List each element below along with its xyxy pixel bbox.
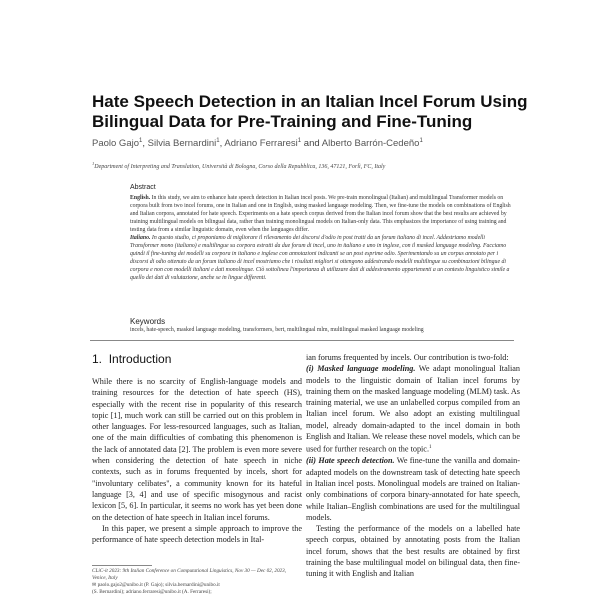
author-name: Silvia Bernardini: [147, 138, 217, 150]
author-list: [92, 138, 423, 149]
paper-title: [92, 92, 528, 132]
section-title: Introduction: [108, 352, 172, 366]
section-heading: [92, 352, 171, 366]
author-sep: ,: [142, 138, 148, 150]
contribution-item-1-label: (i) Masked language modeling.: [306, 364, 416, 374]
author-sep: ,: [219, 138, 225, 150]
contribution-item-1: [306, 363, 520, 455]
footnote-emails-1-text[interactable]: paolo.gajo2@unibo.it (P. Gajo); silvia.bernardini@unibo.it: [97, 582, 220, 588]
author-name: Adriano Ferraresi: [224, 138, 298, 150]
abstract-english: [130, 194, 514, 234]
section-number: 1.: [92, 352, 103, 366]
results-paragraph: Testing the performance of the models on a labelled hate speech corpus, obtained by annotating posts from the Italian incel forum, shows that the best results are obtained by first training the base multilingual model on bilingual data, then fine-tuning it with English and Italian: [306, 524, 520, 579]
footnote-block: [92, 568, 302, 596]
contribution-intro: ian forums frequented by incels. Our contribution is two-fold:: [306, 353, 509, 362]
footnote-venue: CLiC-it 2023: 9th Italian Conference on Computational Linguistics, Nov 30 — Dec 02, 2023, Venice, Italy: [92, 568, 287, 581]
abstract-block: [130, 184, 514, 282]
author-name: Alberto Barrón-Cedeño: [321, 138, 420, 150]
abstract-italian-text: In questo studio, ci proponiamo di migliorare il rilevamento dei discorsi d'odio in post tratti da un forum italiano di incel. Addestriamo modelli Transformer mono (italiano) e multilingue su corpora estratti da due forum di incel, uno in italiano e uno in inglese, con il masked language modeling. Facciamo quindi il fine-tuning dei modelli su corpora in italiano e inglese con annotazioni indicanti se un post esprime odio. Sperimentando su un corpus annotato per i discorsi di odio ottenuto da un forum italiano di incel mostriamo che i risultati migliori si ottengono addestrando modelli multilingue su combinazioni bilingue di corpora e non con modelli italiani e dati monolingue. Ciò sottolinea l'importanza di utilizzare dati di addestramento appartenenti a un contesto linguistico simile a quello dei dati di valutazione, anche se in lingue differenti.: [130, 235, 510, 281]
author-sup: 1: [139, 138, 143, 144]
footnote-emails-2[interactable]: (S. Bernardini); adriano.ferraresi@unibo.it (A. Ferraresi);: [92, 589, 212, 595]
abstract-english-label: English.: [130, 195, 151, 201]
footnote-rule: [92, 565, 152, 566]
abstract-heading: Abstract: [130, 184, 156, 191]
keywords-text: incels, hate-speech, masked language modeling, transformers, bert, multilingual mlm, multilingual masked language modeling: [130, 327, 424, 333]
abstract-english-text: In this study, we aim to enhance hate speech detection in Italian incel posts. We pre-train monolingual (Italian) and multilingual Transformer models on corpora built from two incel forums, one in Italian and one in English, using masked language modeling. Then, we fine-tune the models on combinations of English and Italian corpora, annotated for hate speech. Experiments on a hate speech corpus derived from the Italian incel forum show that the best results are achieved by training multilingual models on bilingual data, rather than training monolingual models on Italian-only data. This emphasizes the importance of using training and testing data from a similar linguistic domain, even when the languages differ.: [130, 195, 511, 233]
affiliation: [92, 161, 385, 170]
left-column: [92, 376, 302, 545]
contribution-item-2: [306, 455, 520, 523]
title-line-2: Bilingual Data for Pre-Training and Fine-Tuning: [92, 112, 473, 131]
email-icon: ✉: [92, 582, 98, 588]
author-sup: 1: [419, 138, 423, 144]
right-column: [306, 352, 520, 580]
intro-paragraph-1: While there is no scarcity of English-language models and training resources for the detection of hate speech (HS), especially with the recent rise in popularity of this research topic [1], much work can still be carried out on this problem in other languages. For less-resourced languages, such as Italian, one of the main difficulties of combating this phenomenon is the lack of annotated data [2]. The problem is even more severe when considering the detection of hate speech in niche contexts, such as in forums frequented by incels, short for "involuntary celibates", a community known for its hateful language [3, 4] and use of specific misogynous and racist lexicon [5, 6]. In particular, it seems no work has yet been done on the detection of hate speech in Italian incel forums.: [92, 377, 302, 522]
abstract-italian-label: Italiano.: [130, 235, 151, 241]
affiliation-text: Department of Interpreting and Translation, Università di Bologna, Corso della Repubblica, 136, 47121, Forlì, FC, Italy: [94, 164, 386, 170]
author-sep: and: [301, 138, 322, 150]
contribution-item-1-text: We adapt monolingual Italian models to the linguistic domain of Italian incel forums by training them on the masked language modeling (MLM) task. As training material, we use an unlabelled corpus compiled from an Italian incel forum. We also adopt an existing multilingual model, already domain-adapted to the incel domain in both English and Italian. We release these novel models, which can be used for further research on the topic.: [306, 364, 520, 455]
section-divider: [90, 340, 514, 341]
affiliation-sup: 1: [92, 161, 95, 166]
footnote-emails-1: [92, 582, 302, 589]
author-name: Paolo Gajo: [92, 138, 140, 150]
intro-paragraph-2: In this paper, we present a simple approach to improve the performance of hate speech detection models in Ital-: [92, 523, 302, 545]
footnote-marker[interactable]: 1: [429, 445, 432, 451]
author-sup: 1: [216, 138, 220, 144]
keywords-heading: Keywords: [130, 317, 166, 326]
contribution-item-2-label: (ii) Hate speech detection.: [306, 456, 395, 466]
title-line-1: Hate Speech Detection in an Italian Incel Forum Using: [92, 92, 528, 111]
abstract-italian: [130, 234, 514, 282]
contribution-item-2-text: We fine-tune the vanilla and domain-adapted models on the downstream task of detecting hate speech in Italian incel posts. Monolingual models are trained on Italian-only combinations of corpora binary-annotated for hate speech, while Italian–English combinations are used for the multilingual models.: [306, 456, 520, 522]
author-sup: 1: [297, 138, 302, 144]
